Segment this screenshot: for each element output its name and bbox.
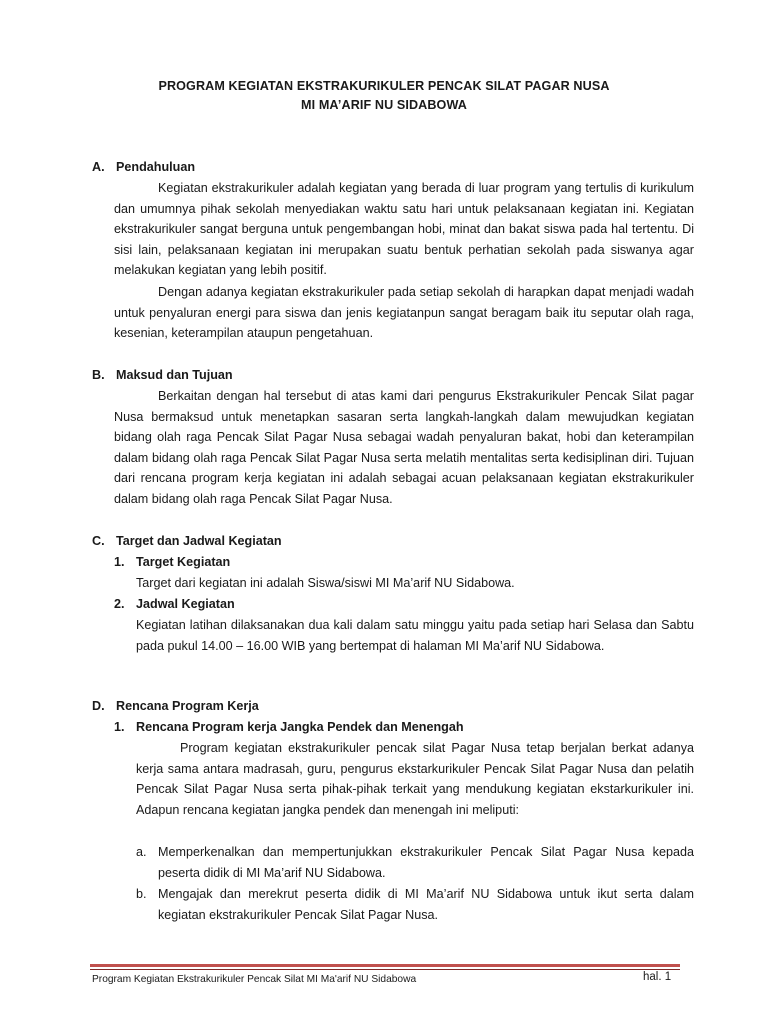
- section-a-heading: [92, 160, 195, 174]
- section-a-paragraph-2: Dengan adanya kegiatan ekstrakurikuler pada setiap sekolah di harapkan dapat menjadi wadah untuk penyaluran energi para siswa dan jenis kegiatanpun sangat beragam baik itu seputar olah raga, kesenian, keterampilan ataupun pengetahuan.: [114, 285, 694, 341]
- section-c-item-1-heading: [114, 555, 230, 569]
- section-c-item-1-label: 1.: [114, 555, 125, 569]
- section-b-title: Maksud dan Tujuan: [116, 368, 233, 382]
- section-d-heading: [92, 699, 259, 713]
- section-b-heading: [92, 368, 233, 382]
- section-d-title: Rencana Program Kerja: [116, 699, 259, 713]
- document-title: PROGRAM KEGIATAN EKSTRAKURIKULER PENCAK SILAT PAGAR NUSA: [158, 79, 610, 93]
- section-c-item-1-title: Target Kegiatan: [136, 555, 231, 569]
- footer-text: Program Kegiatan Ekstrakurikuler Pencak Silat MI Ma'arif NU Sidabowa: [92, 974, 417, 985]
- section-a-label: A.: [92, 160, 105, 174]
- document-subtitle: MI MA’ARIF NU SIDABOWA: [301, 98, 467, 112]
- section-c-item-2-heading: [114, 597, 235, 611]
- section-c-heading: [92, 534, 282, 548]
- page-number: hal. 1: [643, 971, 672, 983]
- footer-divider: [90, 964, 680, 967]
- section-d-label: D.: [92, 699, 105, 713]
- section-c-item-2-title: Jadwal Kegiatan: [136, 597, 235, 611]
- section-c-item-1-text: Target dari kegiatan ini adalah Siswa/siswi MI Ma’arif NU Sidabowa.: [136, 576, 515, 590]
- section-a-paragraph-1: Kegiatan ekstrakurikuler adalah kegiatan yang berada di luar program yang tertulis di kurikulum dan umumnya pihak sekolah menyediakan waktu satu hari untuk pelaksanaan kegiatan ini. Kegiatan ekstrakurikuler sangat berguna untuk pengembangan hobi, minat dan bakat siswa pada hal tertentu. Di sisi lain, pelaksanaan kegiatan ini merupakan suatu bentuk perhatian sekolah pada siswanya agar melakukan kegiatan yang lebih positif.: [114, 181, 694, 278]
- section-b-paragraph-1: Berkaitan dengan hal tersebut di atas kami dari pengurus Ekstrakurikuler Pencak Silat pagar Nusa bermaksud untuk menetapkan sasaran serta langkah-langkah dalam mewujudkan kegiatan bidang olah raga Pencak Silat Pagar Nusa sebagai wadah penyaluran bakat, hobi dan keterampilan dalam bidang olah raga Pencak Silat Pagar Nusa serta melatih mentalitas serta kedisiplinan diri. Tujuan dari rencana program kerja kegiatan ini adalah sebagai acuan pelaksanaan kegiatan ekstrakurikuler dalam bidang olah raga Pencak Silat Pagar Nusa.: [114, 389, 694, 506]
- section-d-item-1-label: 1.: [114, 720, 125, 734]
- list-item-a-text: Memperkenalkan dan mempertunjukkan ekstrakurikuler Pencak Silat Pagar Nusa kepada peserta didik di MI Ma’arif NU Sidabowa.: [158, 845, 694, 880]
- section-c-label: C.: [92, 534, 105, 548]
- section-d-item-1-title: Rencana Program kerja Jangka Pendek dan Menengah: [136, 720, 464, 734]
- section-d-item-1-text: Program kegiatan ekstrakurikuler pencak silat Pagar Nusa tetap berjalan berkat adanya kerja sama antara madrasah, guru, pengurus ekstarkurikuler Pencak Silat Pagar Nusa dan pelatih Pencak Silat Pagar Nusa serta pihak-pihak terkait yang mendukung kegiatan ekstarkurikuler ini. Adapun rencana kegiatan jangka pendek dan menengah ini meliputi:: [136, 741, 694, 817]
- list-item-b-marker: b.: [136, 887, 147, 901]
- section-a-title: Pendahuluan: [116, 160, 196, 174]
- footer-divider-thin: [90, 969, 680, 970]
- list-item-b-text: Mengajak dan merekrut peserta didik di MI Ma’arif NU Sidabowa untuk ikut serta dalam kegiatan ekstrakurikuler Pencak Silat Pagar Nusa.: [158, 887, 694, 922]
- section-b-label: B.: [92, 368, 105, 382]
- section-c-item-2-text: Kegiatan latihan dilaksanakan dua kali dalam satu minggu yaitu pada setiap hari Selasa dan Sabtu pada pukul 14.00 – 16.00 WIB yang bertempat di halaman MI Ma’arif NU Sidabowa.: [136, 618, 694, 653]
- section-c-item-2-label: 2.: [114, 597, 125, 611]
- list-item-a-marker: a.: [136, 845, 147, 859]
- section-d-item-1-heading: [114, 720, 464, 734]
- section-c-title: Target dan Jadwal Kegiatan: [116, 534, 282, 548]
